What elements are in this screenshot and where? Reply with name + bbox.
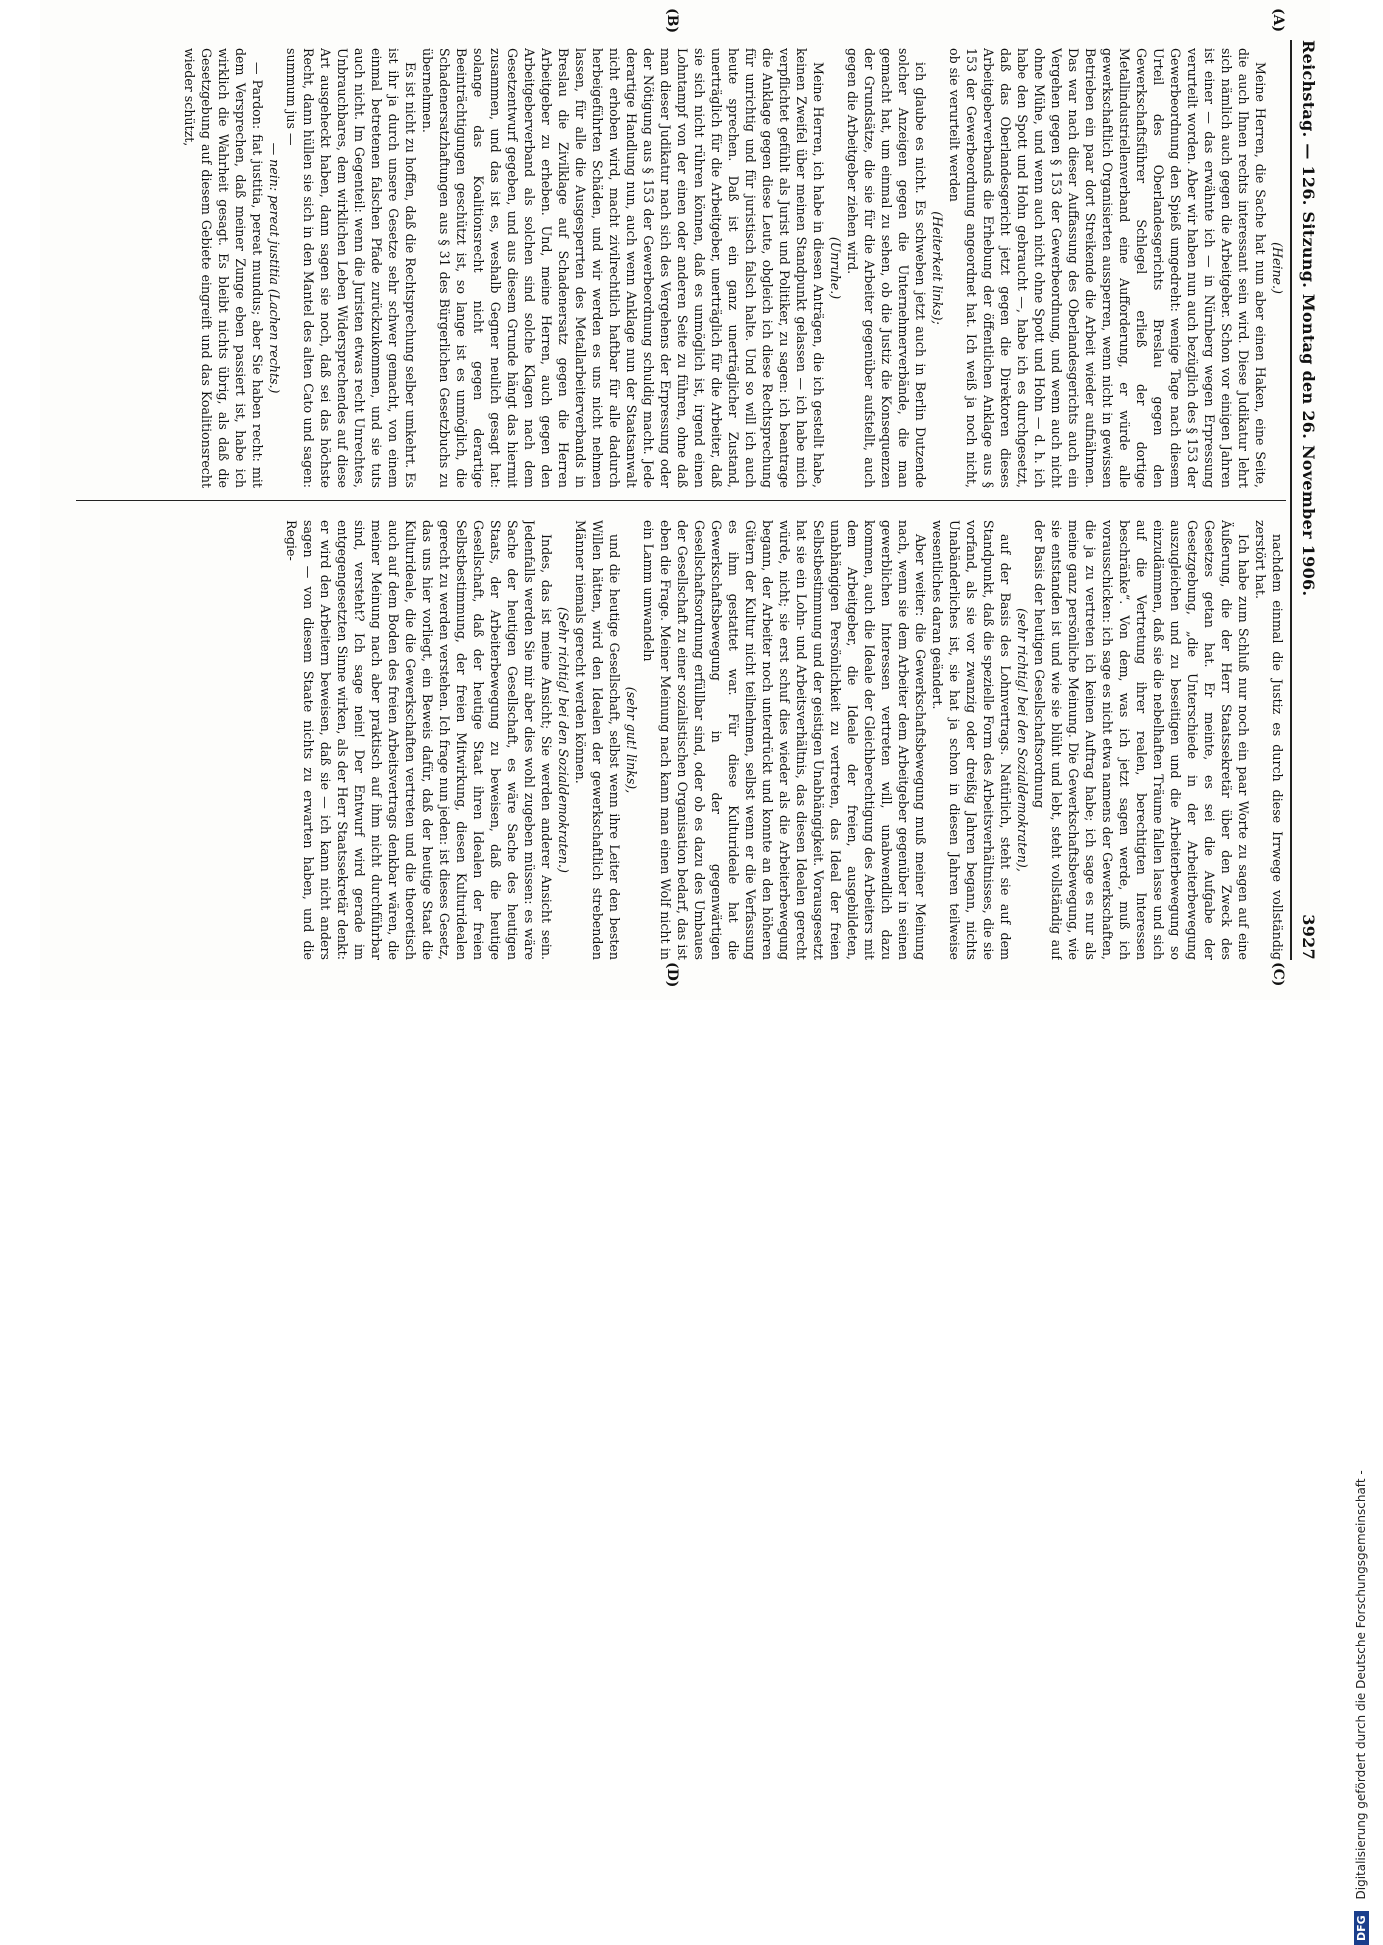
paragraph: auf der Basis des Lohnvertrags. Natürlich, steht sie auf dem Standpunkt, daß die spezielle Form des Arbeitsverhältnisses, die sie vorfand, als sie vor zwanzig oder dreißig Jahren begann, nichts Unabänderliches ist, sie hat ja schon in diesen Jahren teilweise wesentliches daran geändert. xyxy=(930,520,1013,960)
digitization-credit xyxy=(1352,0,1376,1941)
interjection: (sehr richtig! bei den Sozialdemokraten), xyxy=(1015,608,1030,872)
interjection: (Heiterkeit links); xyxy=(930,211,945,325)
paragraph: nachdem einmal die Justiz es durch diese Irrwege vollständig zerstört hat. xyxy=(1253,520,1285,960)
column-divider xyxy=(76,500,1286,501)
paragraph: Ich habe zum Schluß nur noch ein paar Worte zu sagen auf eine Äußerung, die der Herr Staatssekretär über den Zweck des Gesetzes getan hat. Er meinte, es sei die Aufgabe der Gesetzgebung, „die Unterschiede in der Arbeiterbewegung auszugleichen und zu beseitigen und die Arbeiterbewegung so einzudämmen, daß sie die nebelhaften Träume fallen lasse und sich auf die Vertretung ihrer realen, berechtigten Interessen beschränke“. Von dem, was ich jetzt sagen werde, muß ich vorausschicken: ich sage es nicht etwa namens der Gewerkschaften, die ja zu vertreten ich keinen Auftrag habe; ich sage es nur als meine ganz persönliche Meinung. Die Gewerkschaftsbewegung, wie sie entstanden ist und wie sie blüht und lebt, steht vollständig auf der Basis der heutigen Gesellschaftsordnung xyxy=(1032,520,1251,960)
page-number: 3927 xyxy=(1299,914,1319,960)
text-column-right xyxy=(76,520,1286,960)
margin-marker-d: (D) xyxy=(664,962,680,988)
page-header xyxy=(1294,40,1324,960)
interjection: (Unruhe.) xyxy=(828,236,843,300)
paragraph: Meine Herren, ich habe in diesen Anträgen, die ich gestellt habe, keinen Zweifel über meinen Standpunkt gelassen — ich habe mich verpflichtet gefühlt als Jurist und Politiker, zu sagen: ich beantrage die Anklage gegen diese Leute, obgleich ich diese Rechtsprechung für unrichtig und für juristisch falsch halte. Und so will ich auch heute sprechen. Daß ist ein ganz unerträglicher Zustand, unerträglich für die Arbeitgeber, unerträglich für die Arbeiter, daß sie sich nicht rühren können, daß es unmöglich ist, irgend einen Lohntampf von der einen oder anderen Seite zu führen, ohne daß man dieser Judikatur nach sich des Vergehens der Erpressung oder der Nötigung aus § 153 der Gewerbeordnung schuldig macht. Jede derartige Handlung nun, auch wenn Anklage nun der Staatsanwalt nicht erhoben wird, macht zivilrechtlich haftbar für alle dadurch herbeigeführten Schäden, und wir werden es uns nicht nehmen lassen, für alle die Ausgesperrten des Metallarbeiterverbands in Breslau die Zivilklage auf Schadenersatz gegen die Herren Arbeitgeber zu erheben. Und, meine Herren, auch gegen den Arbeitgeberverband als solchen sind solche Klagen nach dem Gesetzentwurf gegeben, und aus diesem Grunde hängt das hiermit zusammen, und das ist es, weshalb Gegner neulich gesagt hat: solange das Koalitionsrecht nicht gegen derartige Beeinträchtigungen geschützt ist, so lange ist es unmöglich, die Schadenersatzhaftungen aus § 31 des Bürgerlichen Gesetzbuchs zu übernehmen. xyxy=(420,48,826,488)
text-column-left xyxy=(76,48,1286,488)
paragraph: — Pardon: fiat justitia, pereat mundus; aber Sie haben recht: mit dem Versprechen, daß meiner Zunge eben passiert ist, habe ich wirklich die Wahrheit gesagt. Es bleibt nichts übrig, als daß die Gesetzgebung auf diesem Gebiete eingreift und das Koalitionsrecht wieder schützt, xyxy=(182,48,265,488)
paragraph: Es ist nicht zu hoffen, daß die Rechtsprechung selber umkehrt. Es ist ihr ja durch unsere Gesetze sehr schwer gemacht, von einem einmal betretenen falschen Pfade zurückzukommen, und sie tuts auch nicht. Im Gegenteil: wenn die Juristen etwas recht Unrechtes, Unbrauchbares, dem wirklichen Leben Widersprechendes auf diese Art ausgeheckt haben, dann sagen sie noch, daß sei das höchste Recht, dann hüllen sie sich in den Mantel des alten Cato und sagen: summum jus — xyxy=(284,48,418,488)
interjection: — nein: pereat justitia (Lachen rechts.) xyxy=(267,142,282,394)
dfg-logo: DFG xyxy=(1354,1911,1369,1945)
paragraph: und die heutige Gesellschaft, selbst wenn ihre Leiter den besten Willen hätten, wird den Idealen der gewerkschaftlich strebenden Männer niemals gerecht werden können. xyxy=(573,520,622,960)
scanned-page xyxy=(40,0,1330,1000)
margin-marker-a: (A) xyxy=(1270,8,1286,33)
paragraph: ich glaube es nicht. Es schweben jetzt auch in Berlin Dutzende solcher Anzeigen gegen die Unternehmerverbände, die man gemacht hat, um einmal zu sehen, ob die Justiz die Konsequenzen der Grundsätze, die sie für die Arbeiter gegenüber aufstellt, auch gegen die Arbeitgeber ziehen wird. xyxy=(845,48,928,488)
interjection: (sehr gut! links), xyxy=(624,686,639,794)
interjection: (Sehr richtig! bei den Sozialdemokraten.) xyxy=(556,607,571,873)
header-rule xyxy=(1290,40,1292,960)
paragraph: Indes, das ist meine Ansicht; Sie werden anderer Ansicht sein. Jedenfalls werden Sie mir aber dies wohl zugeben müssen: es wäre Sache der heutigen Gesellschaft, es wäre Sache des heutigen Staats, der Arbeiterbewegung zu beweisen, daß die heutige Gesellschaft, daß der heutige Staat ihren Idealen der freien Selbstbestimmung, der freien Mitwirkung, diesen Kulturidealen gerecht zu werden verstehen. Ich frage nun jeden: ist dieses Gesetz, das uns hier vorliegt, ein Beweis dafür, daß der heutige Staat die Kulturideale, die die Gewerkschaften vertreten und die theoretisch auch auf dem Boden des freien Arbeitsvertrags denkbar wären, die meiner Meinung nach aber praktisch auf ihm nicht durchführbar sind, versteht? Ich sage nein! Der Entwurf wird gerade im entgegengesetzten Sinne wirken, als der Herr Staatssekretär denkt: er wird den Arbeitern beweisen, daß sie — ich kann nicht anders sagen — von diesem Staate nichts zu erwarten haben, und die Regie- xyxy=(284,520,554,960)
margin-marker-b: (B) xyxy=(664,8,680,34)
header-title: Reichstag. — 126. Sitzung. Montag den 26. November 1906. xyxy=(1299,40,1319,597)
paragraph: Meine Herren, die Sache hat nun aber einen Haken, eine Seite, die auch Ihnen rechts interessant sein wird. Diese Judikatur lehrt sich nämlich auch gegen die Arbeitgeber. Schon vor einigen Jahren ist einer — das erwähnte ich — in Nürnberg wegen Erpressung verurteilt worden. Aber wir haben nun auch bezüglich des § 153 der Gewerbeordnung den Spieß umgedreht: wenige Tage nach diesem Urteil des Oberlandesgerichts Breslau gegen den Gewerkschaftsführer Schlegel erließ der dortige Metallindustriellenverband eine Aufforderung, er würde alle gewerkschaftlich Organisierten aussperren, wenn nicht in gewissen Betrieben ein paar dort Streikende die Arbeit wieder aufnähmen. Das war nach dieser Auffassung des Oberlandesgerichts auch ein Vergehen gegen § 153 der Gewerbeordnung, und wenn auch nicht ohne Mühe, und wenn auch nicht ohne Spott und Hohn — d. h. ich habe den Spott und Hohn gebraucht —, habe ich es durchgesetzt, daß das Oberlandesgericht jetzt gegen die Direktoren dieses Arbeitgeberverbands die Erhebung der öffentlichen Anklage aus § 153 der Gewerbeordnung angeordnet hat. Ich weiß ja noch nicht, ob sie verurteilt werden xyxy=(947,48,1268,488)
interjection: (Heine.) xyxy=(1270,242,1285,294)
margin-marker-c: (C) xyxy=(1270,962,1286,987)
credit-text: Digitalisierung gefördert durch die Deutsche Forschungsgemeinschaft - xyxy=(1354,1470,1368,1900)
paragraph: Aber weiter: die Gewerkschaftsbewegung muß meiner Meinung nach, wenn sie dem Arbeiter dem Arbeitgeber gegenüber in seinen gewerblichen Interessen vertreten will, unabwendlich dazu kommen, auch die Ideale der Gleichberechtigung des Arbeiters mit dem Arbeitgeber, die Ideale der freien, ausgebildeten, unabhängigen Persönlichkeit zu vertreten, das Ideal der freien Selbstbestimmung und der geistigen Unabhängigkeit. Vorausgesetzt hat sie ein Lohn- und Arbeitsverhältnis, das diesen Idealen gerecht würde, nicht; sie erst schuf dies wieder als die Arbeiterbewegung begann, der Arbeiter noch unterdrückt und konnte an den höheren Gütern der Kultur nicht teilnehmen, selbst wenn er die Verfassung es ihm gestattet war. Für diese Kulturideale hat die Gewerkschaftsbewegung in der gegenwärtigen Gesellschaftsordnung erfüllbar sind, oder ob es dazu des Umbaues der Gesellschaft zu einer sozialistischen Organisation bedarf, das ist eben die Frage. Meiner Meinung nach kann man einen Wolf nicht in ein Lamm umwandeln xyxy=(641,520,928,960)
